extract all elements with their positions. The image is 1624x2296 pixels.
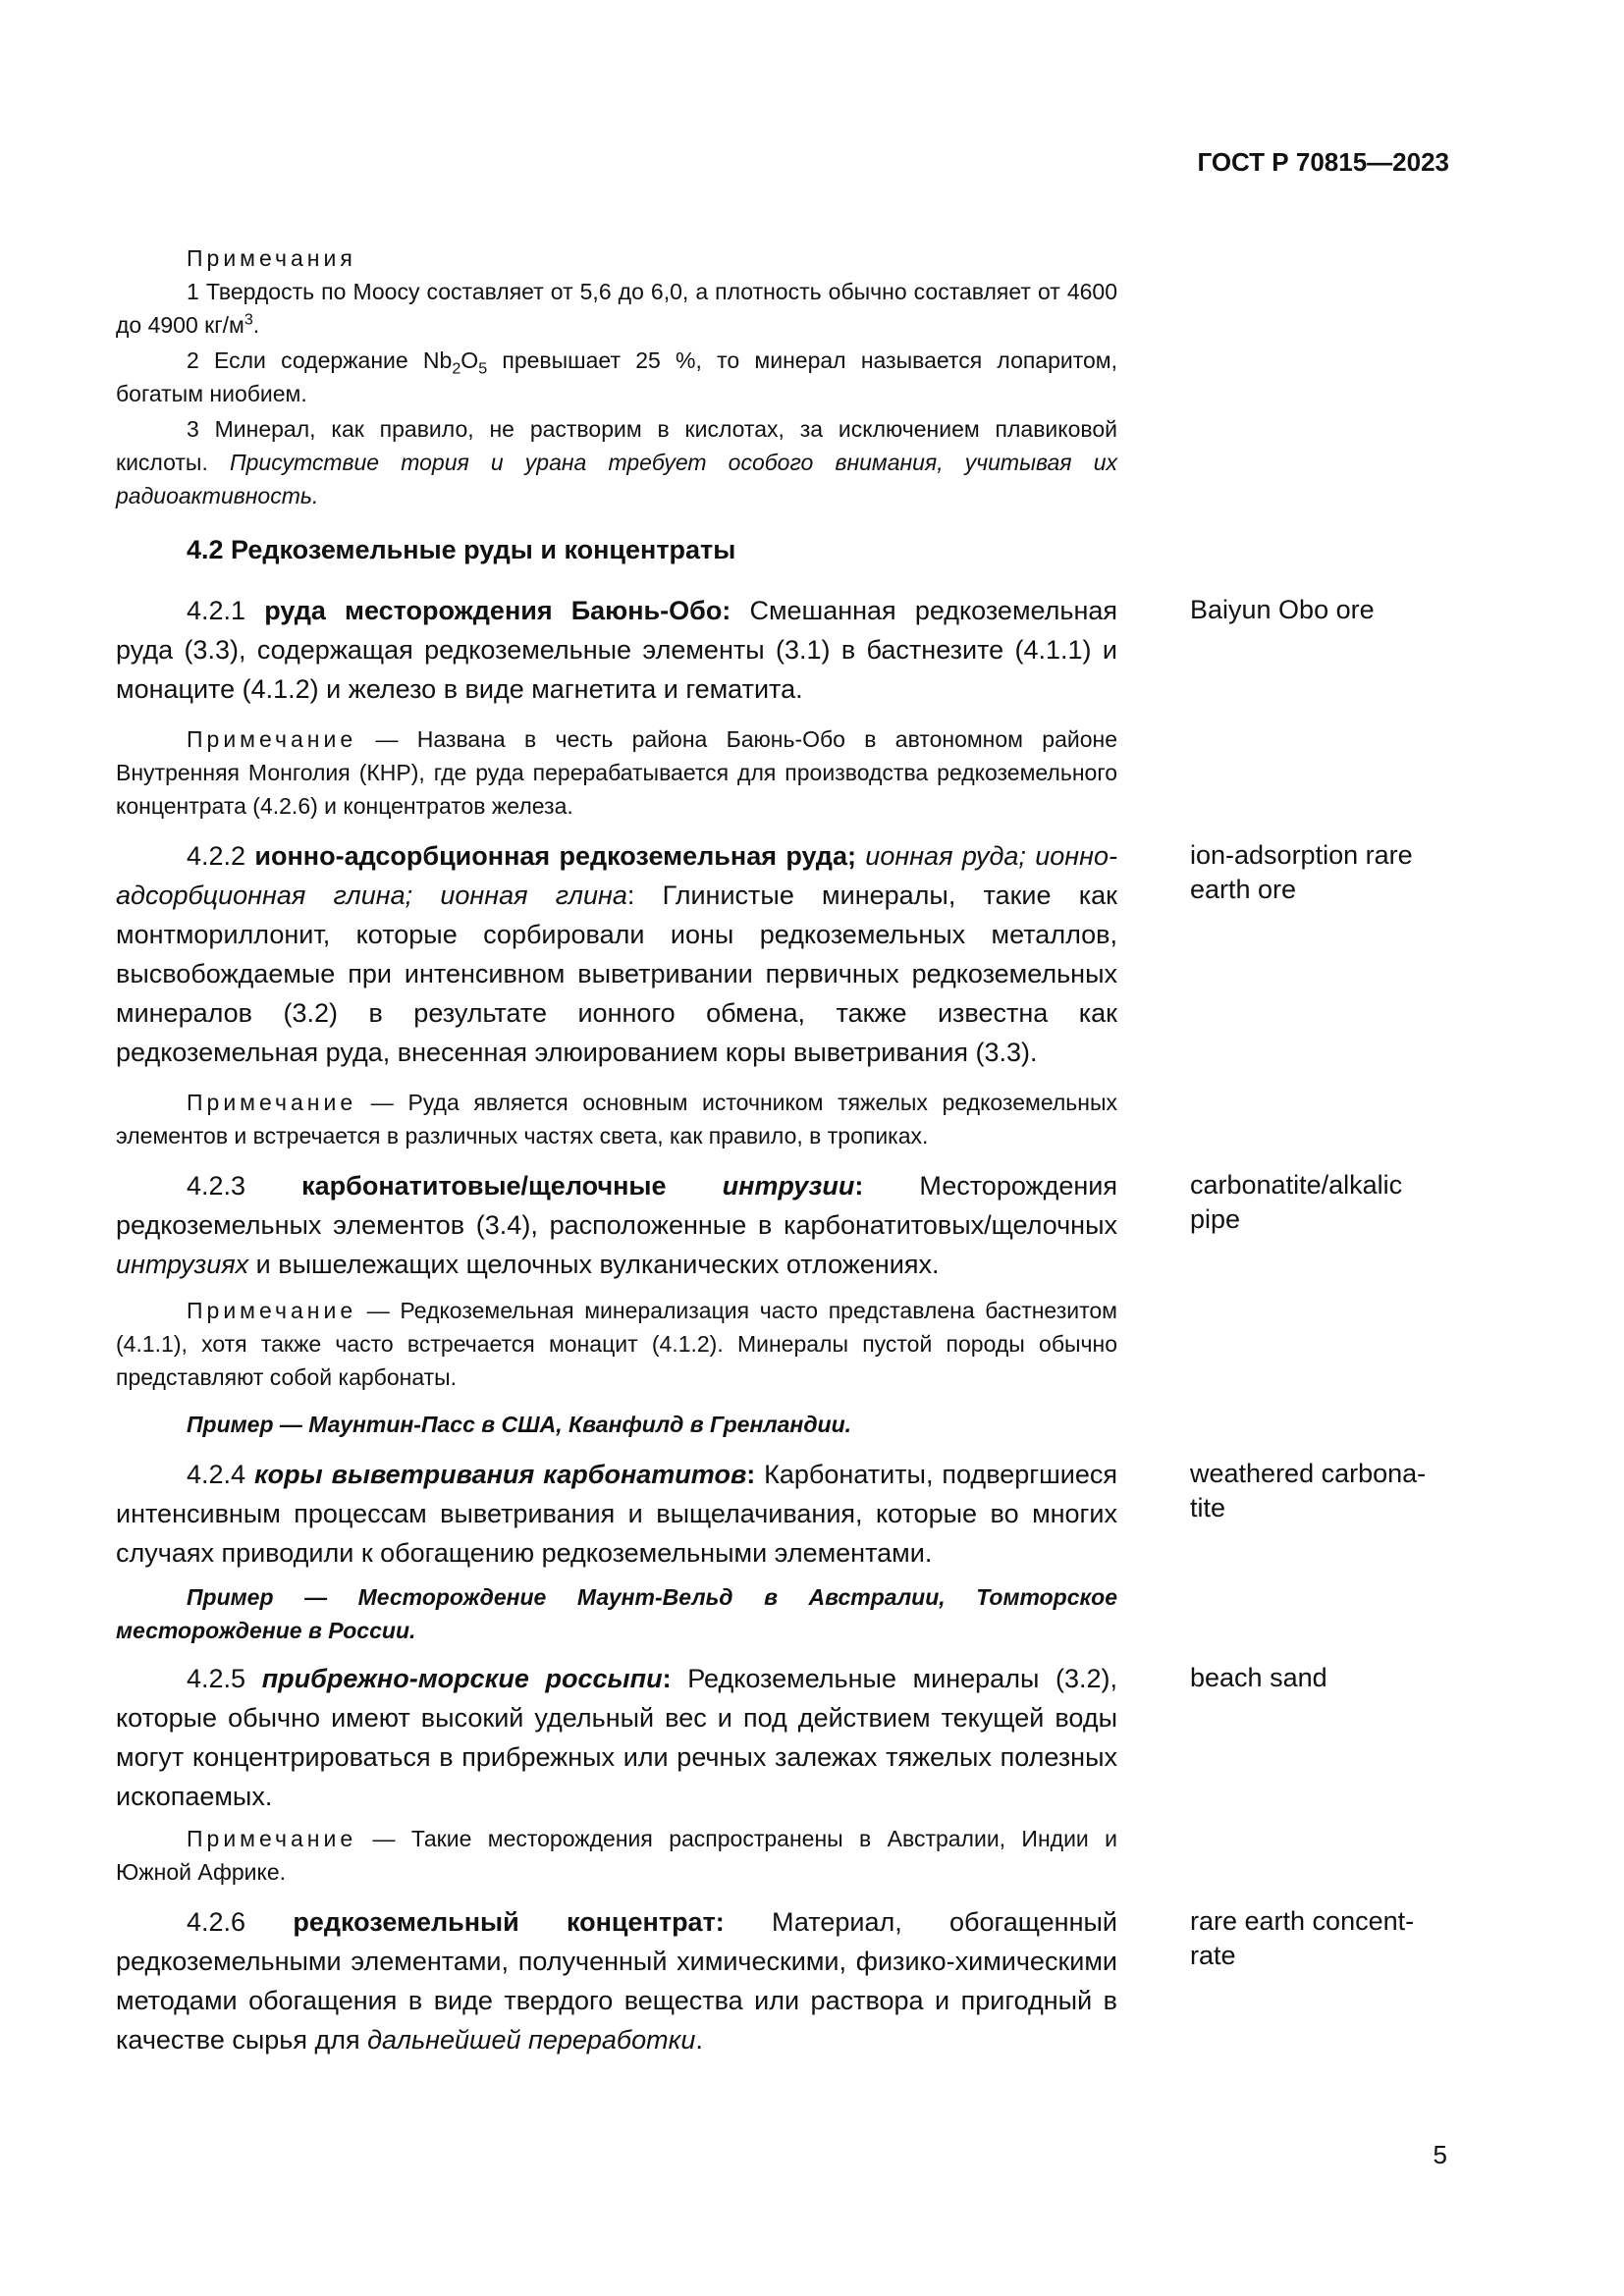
entry-definition: Редкоземельные минералы (3.2), которые обычно имеют высокий удельный вес и под действием текущей воды могут концентрироваться в прибрежных или речных залежах тяжелых полезных ископаемых. [116, 1664, 1117, 1811]
page-number: 5 [1433, 2140, 1447, 2169]
note-1: 1 Твердость по Моосу составляет от 5,6 до 6,0, а плотность обычно составляет от 4600 до 4900 $кг/м^3$. [116, 279, 1117, 338]
entry-synonyms: ионная руда; ионно-адсорбционная глина; ионная глина [116, 841, 1117, 910]
entry-4-2-6-english-term: rare earth concent- rate [1190, 1906, 1415, 1970]
notes-block [116, 241, 1117, 512]
entry-number: 4.2.5 [187, 1664, 262, 1693]
entry-4-2-1-english-term: Baiyun Obo ore [1190, 595, 1375, 624]
entry-4-2-2-english-term: ion-adsorption rare earth ore [1190, 840, 1413, 904]
entry-4-2-1 [116, 591, 1117, 709]
entry-4-2-3: 4.2.3 карбонатитовые/щелочные интрузии: Месторождения редкоземельных элементов (3.4), расположенные в карбонатитовых/щелочных интрузиях и вышележащих щелочных вулканических отложениях. [116, 1171, 1117, 1279]
entry-4-2-2-note: Примечание — Руда является основным источником тяжелых редкоземельных элементов и встречается в различных частях света, как правило, в тропиках. [116, 1090, 1117, 1148]
entry-term: коры выветривания карбонатитов [253, 1460, 747, 1489]
entry-number: 4.2.1 [187, 596, 265, 625]
entry-4-2-4-english-term: weathered carbona- tite [1190, 1459, 1427, 1522]
entry-4-2-6 [116, 1902, 1117, 2059]
entry-4-2-4-example: Пример — Месторождение Маунт-Вельд в Австралии, Томторское месторождение в России. [116, 1584, 1117, 1643]
entry-4-2-5-english-term: beach sand [1190, 1663, 1327, 1692]
entry-definition: Смешанная редкоземельная руда (3.3), содержащая редкоземельные элементы (3.1) в бастнезите (4.1.1) и монаците (4.1.2) и железо в виде магнетита и гематита. [116, 596, 1117, 704]
entry-4-2-4: 4.2.4 коры выветривания карбонатитов: Карбонатиты, подвергшиеся интенсивным процессам выветривания и выщелачивания, которые во многих случаях приводили к обогащению редкоземельными элементами. [116, 1460, 1117, 1568]
entry-4-2-5-note: Примечание — Такие месторождения распространены в Австралии, Индии и Южной Африке. [116, 1826, 1117, 1885]
entry-number: 4.2.3 [187, 1171, 302, 1201]
section-title: 4.2 Редкоземельные руды и концентраты [187, 535, 736, 564]
entry-term: ионно-адсорбционная редкоземельная руда; [254, 841, 856, 871]
entry-4-2-3-example: Пример — Маунтин-Пасс в США, Кванфилд в Гренландии. [187, 1412, 852, 1437]
entry-4-2-2 [116, 836, 1117, 1072]
note-3: 3 Минерал, как правило, не растворим в кислотах, за исключением плавиковой кислоты. Присутствие тория и урана требует особого внимания, учитывая их радиоактивность. [116, 416, 1117, 508]
entry-4-2-3-note: Примечание — Редкоземельная минерализация часто представлена бастнезитом (4.1.1), хотя также часто встречается монацит (4.1.2). Минералы пустой породы обычно представляют собой карбонаты. [116, 1298, 1117, 1390]
entry-number: 4.2.6 [187, 1907, 294, 1937]
entry-term: редкоземельный концентрат: [293, 1907, 725, 1937]
entry-definition: Карбонатиты, подвергшиеся интенсивным процессам выветривания и выщелачивания, которые во многих случаях приводили к обогащению редкоземельными элементами. [116, 1460, 1117, 1568]
entry-definition: Месторождения редкоземельных элементов (3.4), расположенные в карбонатитовых/щелочных интрузиях и вышележащих щелочных вулканических отложениях. [116, 1171, 1117, 1279]
entry-number: 4.2.2 [187, 841, 255, 871]
entry-4-2-3-english-term: carbonatite/alkalic pipe [1190, 1170, 1403, 1234]
entry-term: руда месторождения Баюнь-Обо: [264, 596, 731, 625]
entry-term: прибрежно-морские россыпи [261, 1664, 663, 1693]
entry-definition: Материал, обогащенный редкоземельными элементами, полученный химическими, физико-химическими методами обогащения в виде твердого вещества или раствора и пригодный в качестве сырья для дальнейшей переработки. [116, 1907, 1117, 2055]
note-2: 2 Если содержание $Nb_2O_5$ превышает 25 %, то минерал называется лопаритом, богатым ниобием. [116, 347, 1118, 406]
entry-4-2-1-note: Примечание — Названа в честь района Баюнь-Обо в автономном районе Внутренняя Монголия (КНР), где руда перерабатывается для производства редкоземельного концентрата (4.2.6) и концентратов железа. [116, 726, 1117, 819]
entry-definition: : Глинистые минералы, такие как монтмориллонит, которые сорбировали ионы редкоземельных металлов, высвобождаемые при интенсивном выветривании первичных редкоземельных минералов (3.2) в результате ионного обмена, также известна как редкоземельная руда, внесенная элюированием коры выветривания (3.3). [116, 881, 1117, 1067]
entry-number: 4.2.4 [187, 1460, 254, 1489]
entry-term: карбонатитовые/щелочные [301, 1171, 723, 1201]
entry-4-2-5: 4.2.5 прибрежно-морские россыпи: Редкоземельные минералы (3.2), которые обычно имеют высокий удельный вес и под действием текущей воды могут концентрироваться в прибрежных или речных залежах тяжелых полезных ископаемых. [116, 1664, 1117, 1811]
document-code: ГОСТ Р 70815—2023 [1197, 147, 1449, 177]
notes-title: Примечания [187, 245, 356, 271]
